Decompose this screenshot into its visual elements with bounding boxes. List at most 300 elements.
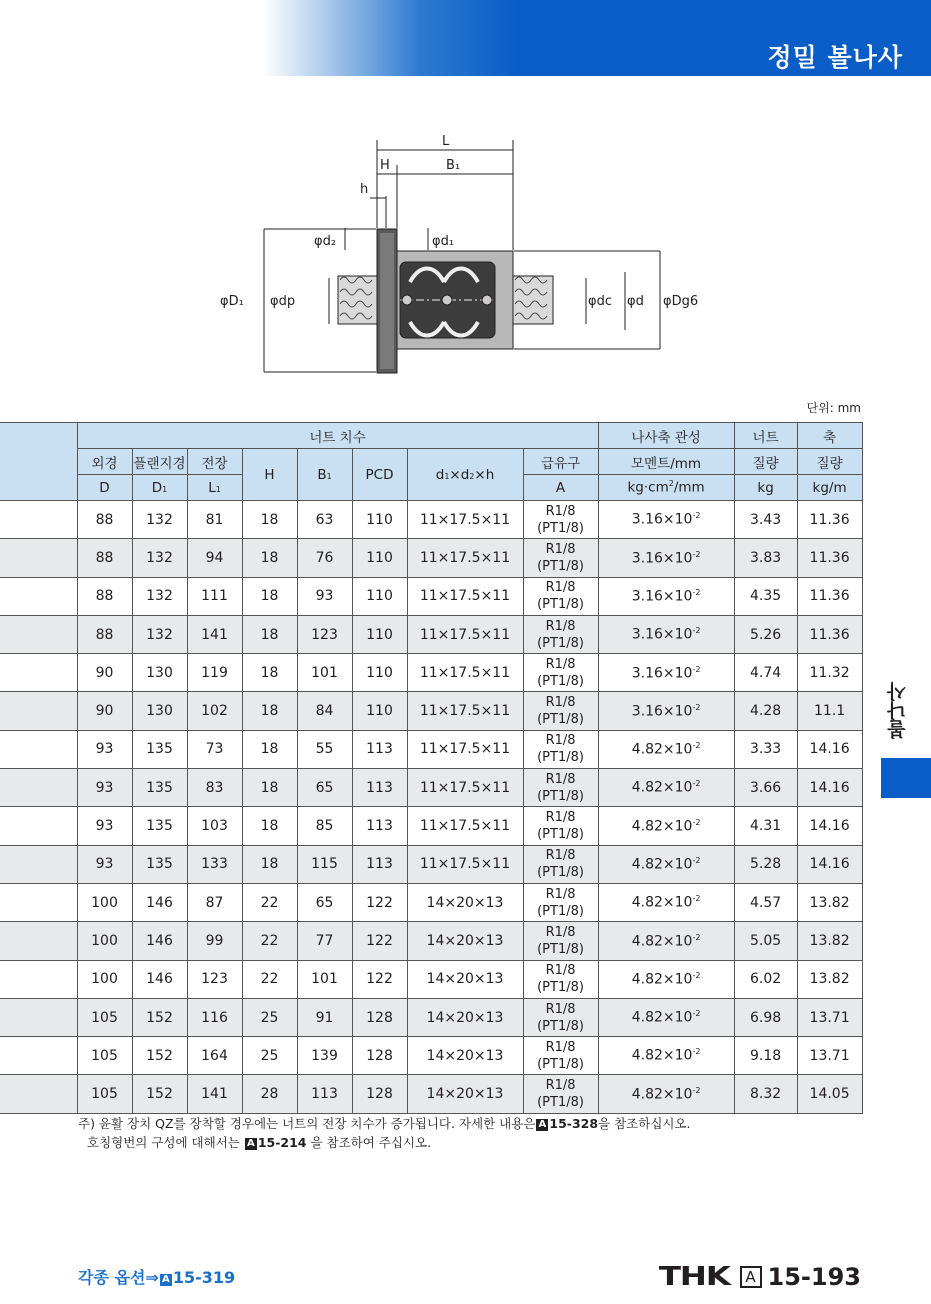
table-row (0, 501, 862, 539)
lube-line-2: (PT1/8) (537, 712, 584, 728)
cell-h: 18 (242, 539, 297, 577)
cell-h: 28 (242, 1075, 297, 1113)
cell-pcd: 128 (352, 1075, 407, 1113)
lube-line-1: R1/8 (545, 1039, 576, 1055)
cell-d: 105 (77, 998, 132, 1036)
inertia-value: 3.16×10 (631, 511, 693, 528)
cell-pcd: 128 (352, 998, 407, 1036)
lube-line-1: R1/8 (545, 503, 576, 519)
note1-text: 주) 윤활 장치 QZ를 장착할 경우에는 너트의 전장 치수가 증가됩니다. 자세한 내용은 (78, 1116, 536, 1131)
inertia-value: 4.82×10 (631, 741, 693, 758)
cell-inertia (598, 922, 734, 960)
cell-b1: 84 (297, 692, 352, 730)
options-ref: 15-319 (172, 1268, 236, 1287)
cell-lube (523, 501, 598, 539)
col-flange: 플랜지경 (132, 449, 187, 475)
nut-mass-header: 너트 (734, 423, 797, 449)
inertia-value: 4.82×10 (631, 1048, 693, 1065)
lube-line-1: R1/8 (545, 618, 576, 634)
cell-d: 100 (77, 960, 132, 998)
cell-nut-mass: 5.05 (734, 922, 797, 960)
inertia-exponent: -2 (692, 626, 701, 636)
cell-b1: 139 (297, 1037, 352, 1075)
cell-d1: 132 (132, 539, 187, 577)
table-row (0, 845, 862, 883)
table-row (0, 539, 862, 577)
model-cell (0, 539, 77, 577)
cell-d1: 146 (132, 960, 187, 998)
cell-holes: 11×17.5×11 (407, 730, 523, 768)
model-cell (0, 807, 77, 845)
cell-inertia (598, 692, 734, 730)
cell-l1: 164 (187, 1037, 242, 1075)
inertia-header2: 모멘트/mm (598, 449, 734, 475)
model-cell (0, 1075, 77, 1113)
col-flange-sub: 1 (162, 484, 168, 494)
inertia-unit-pre: kg·cm (627, 479, 669, 496)
cell-pcd: 128 (352, 1037, 407, 1075)
cell-pcd: 110 (352, 539, 407, 577)
cell-b1: 65 (297, 883, 352, 921)
cell-d: 93 (77, 769, 132, 807)
inertia-exponent: -2 (692, 932, 701, 942)
lube-line-1: R1/8 (545, 771, 576, 787)
model-cell (0, 998, 77, 1036)
table-row (0, 615, 862, 653)
label-phi-D1: φD₁ (220, 294, 244, 309)
cell-inertia (598, 769, 734, 807)
ref-badge-icon: A (245, 1138, 257, 1150)
lube-line-2: (PT1/8) (537, 673, 584, 689)
cell-b1: 63 (297, 501, 352, 539)
model-cell (0, 769, 77, 807)
cell-inertia (598, 998, 734, 1036)
cell-b1: 77 (297, 922, 352, 960)
cell-inertia (598, 539, 734, 577)
col-B1 (297, 449, 352, 501)
ref-badge-icon: A (536, 1119, 548, 1131)
cell-d1: 152 (132, 1075, 187, 1113)
cell-nut-mass: 3.83 (734, 539, 797, 577)
cell-lube (523, 769, 598, 807)
cell-d1: 130 (132, 692, 187, 730)
nut-mass-header2: 질량 (734, 449, 797, 475)
cell-h: 18 (242, 845, 297, 883)
col-length: 전장 (187, 449, 242, 475)
cell-holes: 11×17.5×11 (407, 615, 523, 653)
col-B1-sub: 1 (326, 471, 332, 481)
cell-h: 18 (242, 730, 297, 768)
cell-pcd: 113 (352, 807, 407, 845)
cell-d1: 146 (132, 883, 187, 921)
cell-nut-mass: 3.43 (734, 501, 797, 539)
cell-inertia (598, 960, 734, 998)
cell-pcd: 110 (352, 615, 407, 653)
cell-d: 88 (77, 615, 132, 653)
cell-shaft-mass: 14.16 (797, 730, 862, 768)
cell-l1: 73 (187, 730, 242, 768)
cell-lube (523, 1075, 598, 1113)
model-cell (0, 883, 77, 921)
inertia-unit-sup: 2 (668, 479, 674, 489)
inertia-value: 4.82×10 (631, 894, 693, 911)
cell-lube (523, 845, 598, 883)
label-phi-d: φd (627, 294, 644, 309)
cell-b1: 85 (297, 807, 352, 845)
cell-lube (523, 960, 598, 998)
col-holes-sub1: 1 (444, 471, 450, 481)
cell-b1: 115 (297, 845, 352, 883)
note-line-1 (78, 1114, 691, 1133)
shaft-mass-header2: 질량 (797, 449, 862, 475)
table-row (0, 692, 862, 730)
cell-d1: 132 (132, 577, 187, 615)
cell-d: 100 (77, 922, 132, 960)
table-row (0, 577, 862, 615)
lube-line-1: R1/8 (545, 810, 576, 826)
cell-shaft-mass: 11.36 (797, 577, 862, 615)
cell-nut-mass: 3.33 (734, 730, 797, 768)
thk-logo: THK (658, 1262, 730, 1292)
group-header: 너트 치수 (77, 423, 598, 449)
model-cell (0, 692, 77, 730)
shaft-mass-header: 축 (797, 423, 862, 449)
label-h: h (360, 182, 369, 197)
cell-d1: 152 (132, 998, 187, 1036)
inertia-header: 나사축 관성 (598, 423, 734, 449)
cell-nut-mass: 9.18 (734, 1037, 797, 1075)
cell-l1: 141 (187, 615, 242, 653)
inertia-unit-post: /mm (673, 479, 705, 496)
table-row (0, 922, 862, 960)
cell-b1: 91 (297, 998, 352, 1036)
col-B1-text: B (317, 466, 327, 483)
cell-lube (523, 577, 598, 615)
cell-d: 93 (77, 807, 132, 845)
label-phi-d2: φd₂ (314, 234, 337, 249)
inertia-value: 3.16×10 (631, 665, 693, 682)
cell-inertia (598, 654, 734, 692)
cell-l1: 123 (187, 960, 242, 998)
inertia-exponent: -2 (692, 894, 701, 904)
lube-line-1: R1/8 (545, 924, 576, 940)
inertia-value: 3.16×10 (631, 703, 693, 720)
cell-lube (523, 615, 598, 653)
cell-h: 18 (242, 577, 297, 615)
col-length-sub: 1 (215, 484, 221, 494)
cell-b1: 101 (297, 960, 352, 998)
cell-inertia (598, 883, 734, 921)
cell-h: 25 (242, 998, 297, 1036)
cell-holes: 14×20×13 (407, 922, 523, 960)
cell-l1: 94 (187, 539, 242, 577)
ball-nut-diagram (0, 0, 931, 400)
label-phi-dp: φdp (270, 294, 296, 309)
lube-line-1: R1/8 (545, 541, 576, 557)
cell-b1: 113 (297, 1075, 352, 1113)
inertia-value: 4.82×10 (631, 1086, 693, 1103)
cell-b1: 65 (297, 769, 352, 807)
cell-holes: 14×20×13 (407, 883, 523, 921)
cell-shaft-mass: 11.32 (797, 654, 862, 692)
lube-line-1: R1/8 (545, 963, 576, 979)
cell-inertia (598, 1037, 734, 1075)
lube-line-2: (PT1/8) (537, 520, 584, 536)
cell-inertia (598, 615, 734, 653)
inertia-exponent: -2 (692, 1009, 701, 1019)
lube-line-2: (PT1/8) (537, 788, 584, 804)
footer-page (658, 1262, 861, 1292)
col-holes-sub2: 2 (469, 471, 475, 481)
cell-nut-mass: 6.02 (734, 960, 797, 998)
cell-shaft-mass: 13.82 (797, 960, 862, 998)
cell-pcd: 110 (352, 577, 407, 615)
model-cell (0, 615, 77, 653)
lube-line-2: (PT1/8) (537, 903, 584, 919)
col-length-sym-text: L (208, 479, 216, 496)
cell-nut-mass: 4.28 (734, 692, 797, 730)
cell-shaft-mass: 11.1 (797, 692, 862, 730)
cell-lube (523, 922, 598, 960)
inertia-value: 3.16×10 (631, 550, 693, 567)
cell-d: 100 (77, 883, 132, 921)
table-row (0, 769, 862, 807)
cell-holes: 14×20×13 (407, 1037, 523, 1075)
table-row (0, 807, 862, 845)
inertia-exponent: -2 (692, 549, 701, 559)
note1-tail: 을 참조하십시오. (598, 1116, 691, 1131)
lube-line-2: (PT1/8) (537, 635, 584, 651)
page-badge: A (740, 1266, 762, 1288)
cell-pcd: 110 (352, 501, 407, 539)
lube-line-2: (PT1/8) (537, 558, 584, 574)
cell-holes: 11×17.5×11 (407, 654, 523, 692)
cell-d1: 132 (132, 615, 187, 653)
cell-inertia (598, 577, 734, 615)
cell-d1: 132 (132, 501, 187, 539)
inertia-exponent: -2 (692, 511, 701, 521)
cell-inertia (598, 807, 734, 845)
inertia-value: 4.82×10 (631, 933, 693, 950)
model-cell (0, 845, 77, 883)
model-header (0, 423, 77, 501)
lube-line-1: R1/8 (545, 733, 576, 749)
cell-d1: 146 (132, 922, 187, 960)
cell-l1: 116 (187, 998, 242, 1036)
cell-inertia (598, 501, 734, 539)
lube-line-2: (PT1/8) (537, 827, 584, 843)
cell-h: 18 (242, 769, 297, 807)
cell-holes: 11×17.5×11 (407, 807, 523, 845)
table-row (0, 730, 862, 768)
col-lube-sym: A (523, 475, 598, 501)
spec-table (0, 422, 863, 1114)
col-flange-sym (132, 475, 187, 501)
inertia-value: 4.82×10 (631, 780, 693, 797)
cell-holes: 11×17.5×11 (407, 769, 523, 807)
cell-holes: 14×20×13 (407, 960, 523, 998)
cell-l1: 111 (187, 577, 242, 615)
model-cell (0, 501, 77, 539)
cell-shaft-mass: 14.16 (797, 769, 862, 807)
inertia-unit (598, 475, 734, 501)
cell-nut-mass: 4.35 (734, 577, 797, 615)
cell-d: 105 (77, 1075, 132, 1113)
inertia-exponent: -2 (692, 970, 701, 980)
cell-l1: 87 (187, 883, 242, 921)
col-lube: 급유구 (523, 449, 598, 475)
cell-d1: 130 (132, 654, 187, 692)
cell-l1: 141 (187, 1075, 242, 1113)
cell-h: 18 (242, 654, 297, 692)
cell-shaft-mass: 13.71 (797, 998, 862, 1036)
nut-mass-unit: kg (734, 475, 797, 501)
cell-nut-mass: 5.28 (734, 845, 797, 883)
cell-holes: 11×17.5×11 (407, 692, 523, 730)
cell-lube (523, 692, 598, 730)
cell-b1: 76 (297, 539, 352, 577)
cell-h: 25 (242, 1037, 297, 1075)
label-phi-d1: φd₁ (432, 234, 455, 249)
cell-l1: 119 (187, 654, 242, 692)
lube-line-1: R1/8 (545, 848, 576, 864)
cell-l1: 81 (187, 501, 242, 539)
shaft-mass-unit: kg/m (797, 475, 862, 501)
col-length-sym (187, 475, 242, 501)
cell-d: 93 (77, 730, 132, 768)
cell-pcd: 113 (352, 730, 407, 768)
label-L: L (442, 134, 450, 149)
label-B1: B₁ (446, 158, 461, 173)
table-row (0, 883, 862, 921)
inertia-exponent: -2 (692, 779, 701, 789)
lube-line-2: (PT1/8) (537, 750, 584, 766)
inertia-value: 4.82×10 (631, 856, 693, 873)
inertia-exponent: -2 (692, 855, 701, 865)
cell-holes: 11×17.5×11 (407, 539, 523, 577)
note1-ref-link[interactable]: 15-328 (549, 1116, 599, 1131)
inertia-exponent: -2 (692, 702, 701, 712)
cell-shaft-mass: 13.71 (797, 1037, 862, 1075)
inertia-value: 4.82×10 (631, 818, 693, 835)
inertia-exponent: -2 (692, 817, 701, 827)
cell-d: 105 (77, 1037, 132, 1075)
cell-d1: 135 (132, 769, 187, 807)
col-PCD: PCD (352, 449, 407, 501)
lube-line-2: (PT1/8) (537, 941, 584, 957)
cell-lube (523, 654, 598, 692)
cell-pcd: 122 (352, 960, 407, 998)
page-number: 15-193 (767, 1263, 861, 1291)
inertia-value: 3.16×10 (631, 626, 693, 643)
cell-shaft-mass: 13.82 (797, 883, 862, 921)
cell-holes: 11×17.5×11 (407, 845, 523, 883)
lube-line-1: R1/8 (545, 1001, 576, 1017)
table-row (0, 1075, 862, 1113)
cell-shaft-mass: 11.36 (797, 539, 862, 577)
inertia-exponent: -2 (692, 587, 701, 597)
table-row (0, 654, 862, 692)
cell-d: 90 (77, 692, 132, 730)
cell-pcd: 113 (352, 845, 407, 883)
lube-line-1: R1/8 (545, 580, 576, 596)
lube-line-1: R1/8 (545, 886, 576, 902)
col-flange-sym-text: D (151, 479, 163, 496)
col-H: H (242, 449, 297, 501)
inertia-value: 4.82×10 (631, 1009, 693, 1026)
page-title: 정밀 볼나사 (767, 43, 903, 72)
inertia-value: 4.82×10 (631, 971, 693, 988)
cell-pcd: 122 (352, 883, 407, 921)
cell-nut-mass: 4.74 (734, 654, 797, 692)
cell-l1: 83 (187, 769, 242, 807)
cell-d1: 152 (132, 1037, 187, 1075)
cell-d1: 135 (132, 730, 187, 768)
cell-d: 88 (77, 577, 132, 615)
cell-shaft-mass: 11.36 (797, 501, 862, 539)
cell-lube (523, 883, 598, 921)
cell-holes: 14×20×13 (407, 998, 523, 1036)
cell-nut-mass: 6.98 (734, 998, 797, 1036)
cell-lube (523, 1037, 598, 1075)
cell-nut-mass: 8.32 (734, 1075, 797, 1113)
cell-holes: 14×20×13 (407, 1075, 523, 1113)
cell-shaft-mass: 14.16 (797, 845, 862, 883)
cell-inertia (598, 1075, 734, 1113)
label-phi-dc: φdc (588, 294, 612, 309)
cell-b1: 123 (297, 615, 352, 653)
cell-d1: 135 (132, 807, 187, 845)
table-row (0, 998, 862, 1036)
cell-pcd: 110 (352, 692, 407, 730)
cell-pcd: 122 (352, 922, 407, 960)
note2-ref-link[interactable]: 15-214 (257, 1135, 307, 1150)
ref-badge-icon: A (160, 1274, 172, 1286)
cell-h: 18 (242, 501, 297, 539)
side-tab-label: 볼나사 (887, 682, 909, 740)
lube-line-1: R1/8 (545, 656, 576, 672)
cell-b1: 101 (297, 654, 352, 692)
model-cell (0, 1037, 77, 1075)
inertia-exponent: -2 (692, 664, 701, 674)
col-holes-d: d (435, 466, 445, 483)
inertia-exponent: -2 (692, 1085, 701, 1095)
side-tab[interactable] (881, 758, 931, 798)
model-cell (0, 960, 77, 998)
cell-nut-mass: 4.31 (734, 807, 797, 845)
lube-line-1: R1/8 (545, 695, 576, 711)
cell-nut-mass: 5.26 (734, 615, 797, 653)
cell-lube (523, 539, 598, 577)
lube-line-2: (PT1/8) (537, 865, 584, 881)
cell-h: 22 (242, 960, 297, 998)
cell-shaft-mass: 14.16 (797, 807, 862, 845)
note2-tail: 을 참조하여 주십시오. (306, 1135, 432, 1150)
col-outer-sym: D (77, 475, 132, 501)
cell-h: 22 (242, 883, 297, 921)
table-body (0, 501, 862, 1114)
options-link[interactable] (78, 1265, 235, 1288)
table-row (0, 1037, 862, 1075)
cell-d: 88 (77, 501, 132, 539)
cell-pcd: 110 (352, 654, 407, 692)
inertia-exponent: -2 (692, 1047, 701, 1057)
cell-nut-mass: 4.57 (734, 883, 797, 921)
lube-line-2: (PT1/8) (537, 1095, 584, 1111)
cell-shaft-mass: 11.36 (797, 615, 862, 653)
lube-line-2: (PT1/8) (537, 597, 584, 613)
cell-d: 93 (77, 845, 132, 883)
